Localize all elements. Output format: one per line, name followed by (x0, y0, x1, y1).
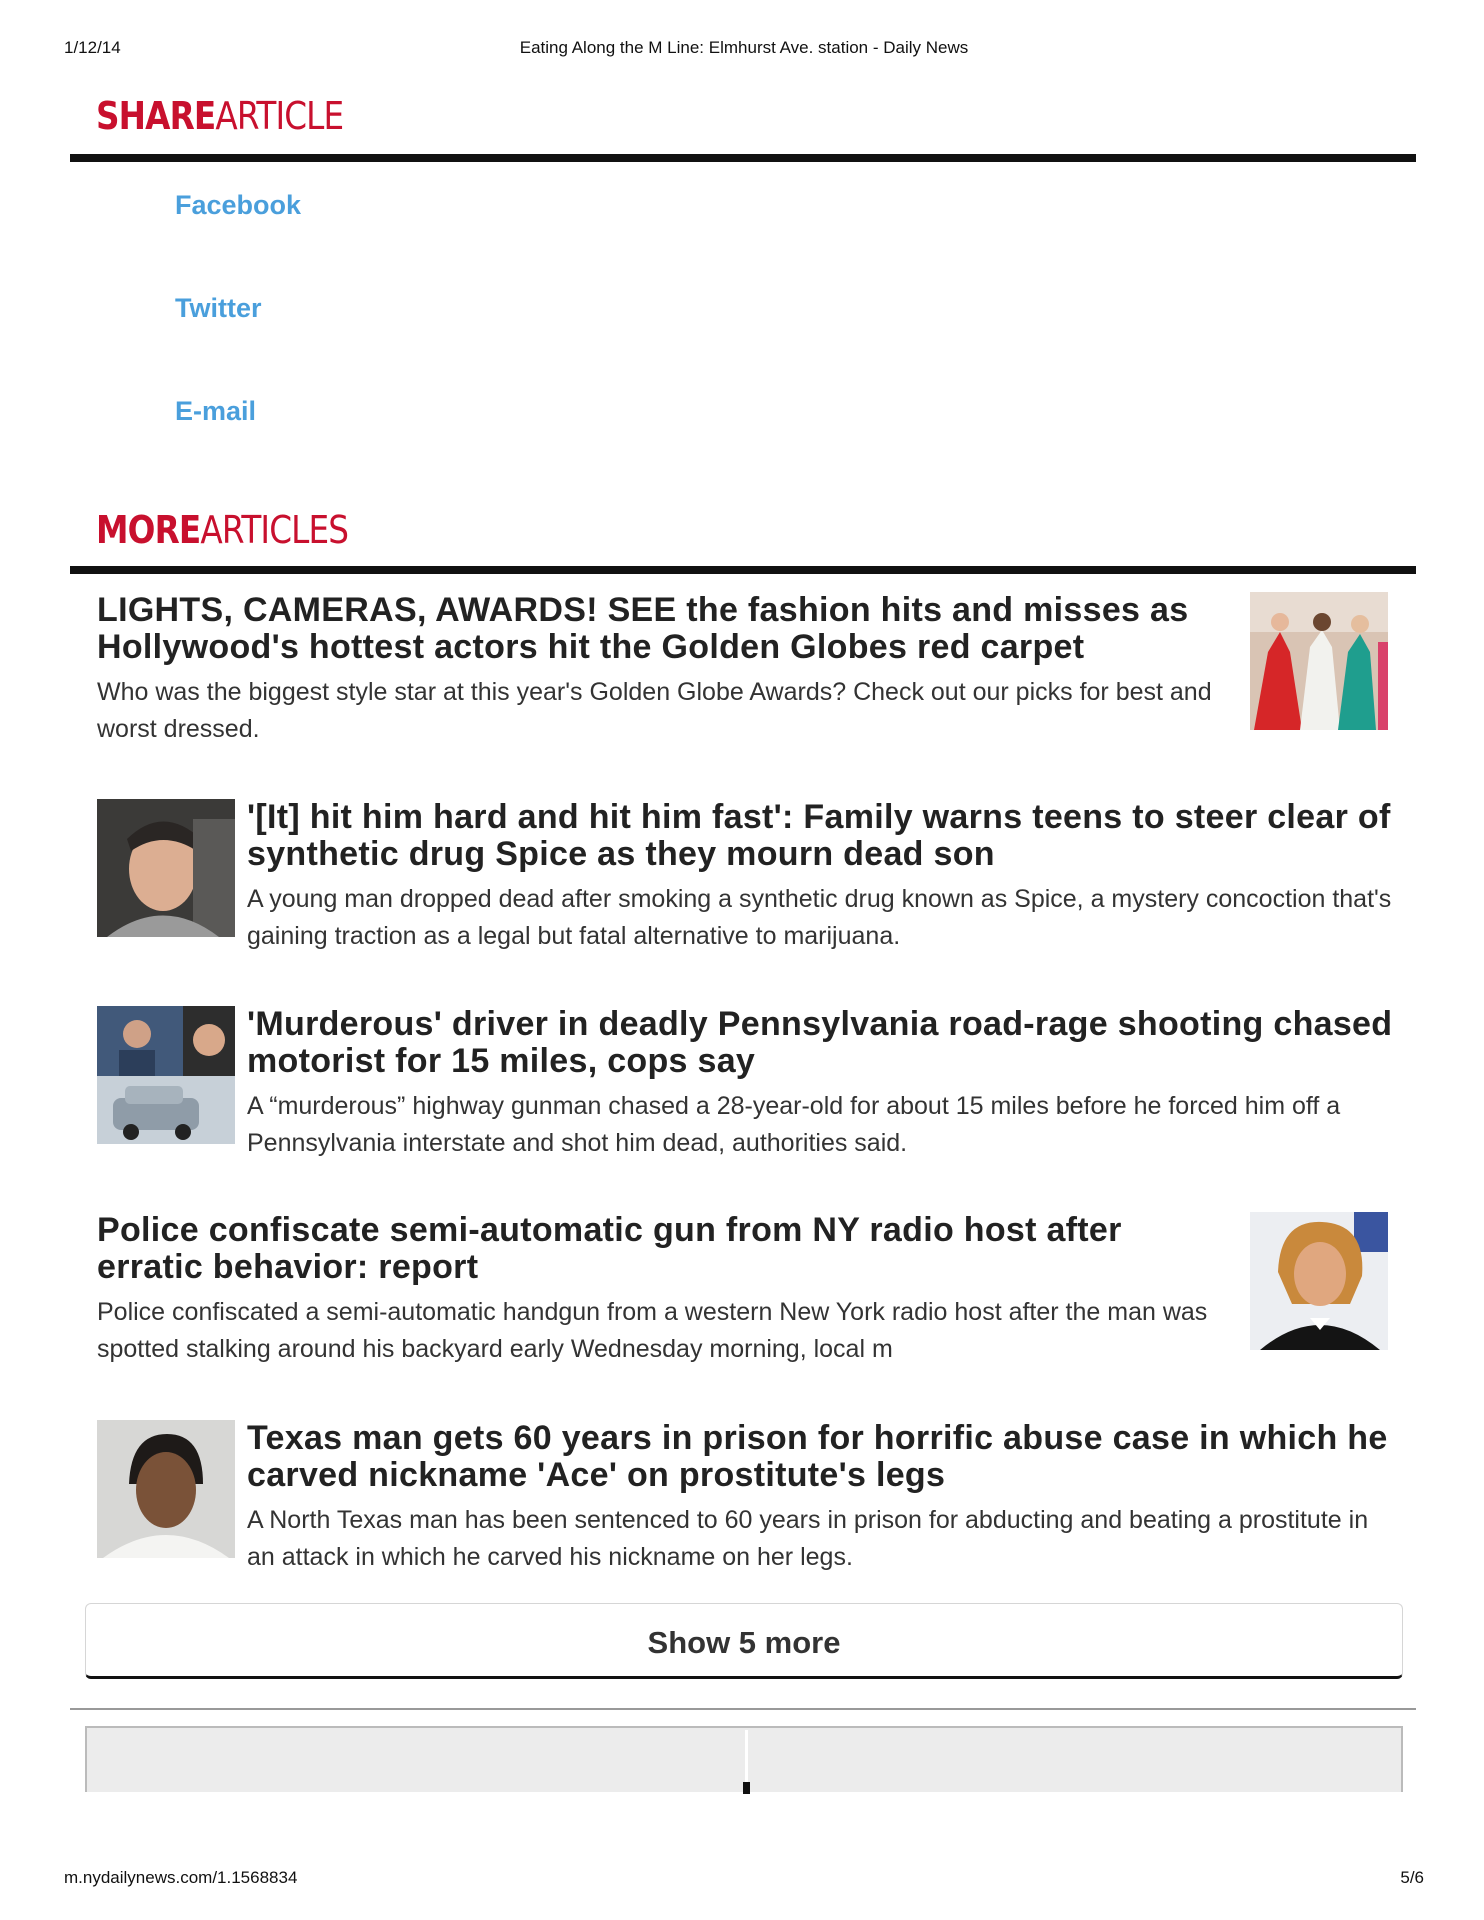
article-item[interactable] (97, 1420, 1397, 1570)
radio-host-photo[interactable] (1250, 1212, 1388, 1350)
share-heading-bold: SHARE (96, 94, 216, 138)
article-text (247, 1006, 1397, 1162)
print-url: m.nydailynews.com/1.1568834 (64, 1868, 298, 1887)
share-facebook-link[interactable]: Facebook (175, 190, 302, 220)
article-text (97, 592, 1227, 748)
ad-marker (743, 1782, 750, 1794)
article-summary: A “murderous” highway gunman chased a 28-year-old for about 15 miles before he forced him off a Pennsylvania interstate and shot him dead, authorities said. (247, 1092, 1341, 1157)
article-headline[interactable]: Texas man gets 60 years in prison for horrific abuse case in which he carved nickname 'Ace' on prostitute's legs (247, 1419, 1388, 1494)
article-item[interactable] (97, 592, 1397, 742)
share-divider (70, 154, 1416, 162)
more-articles-divider (70, 566, 1416, 574)
article-summary: A North Texas man has been sentenced to 60 years in prison for abducting and beating a prostitute in an attack in which he carved his nickname on her legs. (247, 1506, 1369, 1571)
article-item[interactable] (97, 799, 1397, 949)
print-page-number: 5/6 (1400, 1868, 1424, 1887)
more-heading-light: ARTICLES (200, 508, 349, 552)
article-item[interactable] (97, 1212, 1397, 1362)
article-item[interactable] (97, 1006, 1397, 1156)
article-summary: Police confiscated a semi-automatic handgun from a western New York radio host after the man was spotted stalking around his backyard early Wednesday morning, local m (97, 1298, 1208, 1363)
more-heading-bold: MORE (96, 508, 201, 552)
print-footer (64, 1868, 1424, 1888)
share-heading-light: ARTICLE (215, 94, 344, 138)
more-articles-heading (96, 508, 349, 552)
share-email-link[interactable]: E-mail (175, 396, 257, 426)
ad-placeholder (85, 1726, 1403, 1792)
article-headline[interactable]: LIGHTS, CAMERAS, AWARDS! SEE the fashion hits and misses as Hollywood's hottest actors hit the Golden Globes red carpet (97, 591, 1189, 666)
road-rage-collage-photo[interactable] (97, 1006, 235, 1144)
show-more-button[interactable]: Show 5 more (85, 1603, 1403, 1679)
print-page-title: Eating Along the M Line: Elmhurst Ave. station - Daily News (519, 38, 969, 57)
article-headline[interactable]: '[It] hit him hard and hit him fast': Family warns teens to steer clear of synthetic drug Spice as they mourn dead son (247, 798, 1391, 873)
share-twitter-link[interactable]: Twitter (175, 293, 262, 323)
article-summary: A young man dropped dead after smoking a synthetic drug known as Spice, a mystery concoction that's gaining traction as a legal but fatal alternative to marijuana. (247, 885, 1392, 950)
article-headline[interactable]: 'Murderous' driver in deadly Pennsylvania road-rage shooting chased motorist for 15 miles, cops say (247, 1005, 1393, 1080)
texas-man-mugshot[interactable] (97, 1420, 235, 1558)
article-text (247, 799, 1397, 955)
article-headline[interactable]: Police confiscate semi-automatic gun from NY radio host after erratic behavior: report (97, 1211, 1122, 1286)
young-man-photo[interactable] (97, 799, 235, 937)
article-text (97, 1212, 1227, 1368)
golden-globes-photo[interactable] (1250, 592, 1388, 730)
article-text (247, 1420, 1397, 1576)
article-summary: Who was the biggest style star at this year's Golden Globe Awards? Check out our picks for best and worst dressed. (97, 678, 1212, 743)
share-article-heading (96, 94, 344, 138)
footer-divider (70, 1708, 1416, 1710)
print-date: 1/12/14 (64, 38, 121, 57)
